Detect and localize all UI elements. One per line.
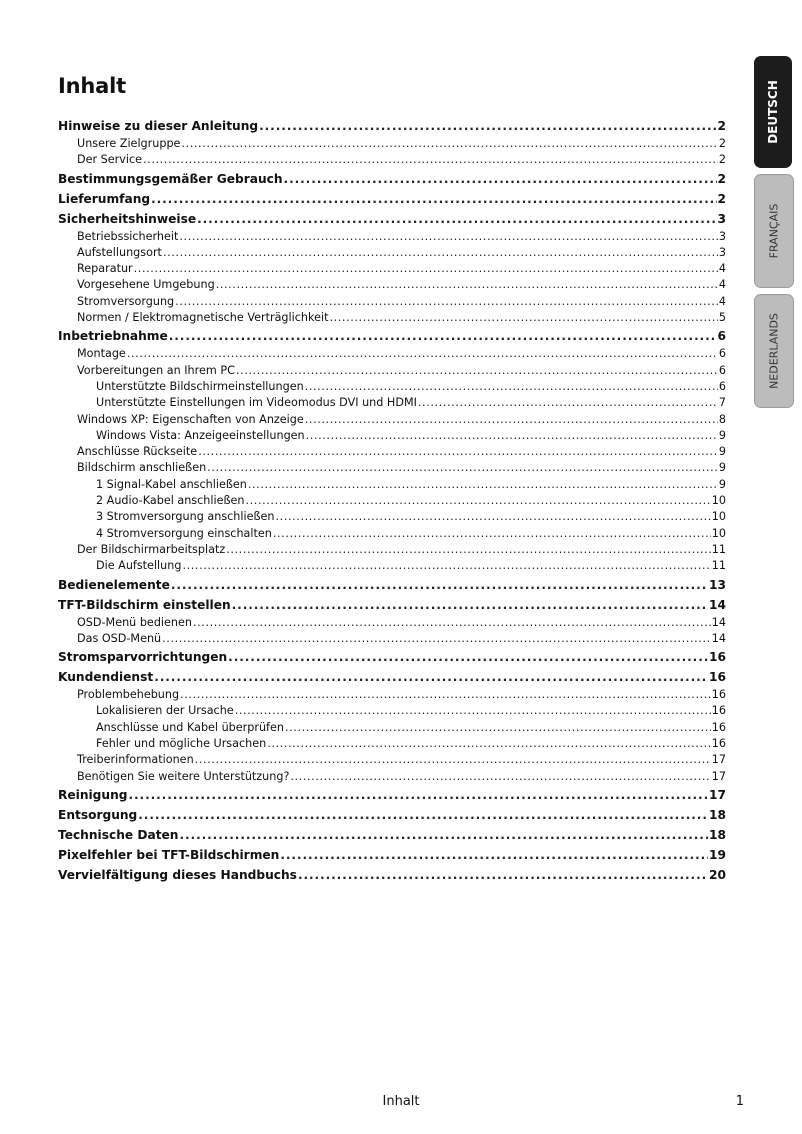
toc-entry[interactable] [58,493,726,509]
toc-entry[interactable] [58,736,726,752]
toc-entry-page: 13 [709,577,726,592]
toc-entry-page: 10 [711,494,726,508]
toc-entry-page: 9 [718,445,726,459]
toc-entry-page: 16 [709,670,726,685]
toc-entry-page: 14 [709,597,726,612]
toc-entry-title: Hinweise zu dieser Anleitung [58,119,259,133]
toc-dot-leader [134,261,718,277]
toc-entry-page: 8 [718,412,726,426]
toc-dot-leader [305,379,718,395]
toc-entry[interactable] [58,428,726,444]
toc-entry-page: 9 [718,461,726,475]
toc-entry[interactable] [58,346,726,362]
toc-entry-title: 1 Signal-Kabel anschließen [96,477,247,491]
table-of-contents [58,116,726,885]
toc-entry[interactable] [58,245,726,261]
toc-dot-leader [143,152,718,168]
toc-dot-leader [175,294,718,310]
toc-dot-leader [285,720,711,736]
language-tab-label: DEUTSCH [766,80,780,144]
toc-entry-title: Problembehebung [77,688,180,702]
language-tab-label: NEDERLANDS [767,313,781,389]
toc-dot-leader [182,558,710,574]
toc-entry-title: Unterstützte Einstellungen im Videomodus DVI und HDMI [96,396,417,410]
toc-entry-title: Reparatur [77,262,133,276]
toc-entry-page: 9 [718,428,726,442]
toc-dot-leader [181,136,717,152]
toc-dot-leader [198,444,718,460]
toc-dot-leader [179,229,717,245]
toc-entry[interactable] [58,826,726,845]
toc-entry[interactable] [58,379,726,395]
toc-dot-leader [207,460,718,476]
toc-entry-page: 20 [709,867,726,882]
language-tab-label: FRANÇAIS [767,203,781,259]
toc-entry-page: 7 [718,396,726,410]
toc-entry-title: Bedienelemente [58,577,170,592]
toc-entry[interactable] [58,310,726,326]
toc-entry-title: Stromsparvorrichtungen [58,650,228,665]
toc-entry[interactable] [58,596,726,615]
toc-dot-leader [228,648,708,667]
toc-entry-page: 4 [718,294,726,308]
toc-entry[interactable] [58,526,726,542]
toc-entry-title: Anschlüsse Rückseite [77,445,198,459]
toc-entry[interactable] [58,170,726,189]
toc-entry-title: Stromversorgung [77,294,175,308]
toc-dot-leader [216,277,718,293]
toc-entry-page: 18 [709,807,726,822]
toc-entry-page: 6 [717,329,726,344]
toc-entry[interactable] [58,395,726,411]
toc-entry-page: 16 [709,650,726,665]
toc-entry[interactable] [58,752,726,768]
toc-entry-page: 2 [717,191,726,206]
toc-entry[interactable] [58,687,726,703]
toc-entry-page: 3 [718,229,726,243]
toc-entry[interactable] [58,668,726,687]
toc-entry[interactable] [58,327,726,346]
toc-dot-leader [197,210,716,229]
toc-entry-page: 5 [718,311,726,325]
toc-entry[interactable] [58,460,726,476]
toc-dot-leader [305,412,718,428]
toc-entry-page: 4 [718,278,726,292]
toc-dot-leader [248,477,718,493]
toc-entry-title: Der Service [77,153,143,167]
toc-dot-leader [226,542,711,558]
toc-dot-leader [236,363,718,379]
toc-entry-title: Bildschirm anschließen [77,461,207,475]
toc-entry-page: 10 [711,510,726,524]
toc-entry-page: 3 [718,245,726,259]
toc-entry-title: Unterstützte Bildschirmeinstellungen [96,379,304,393]
toc-dot-leader [418,395,718,411]
toc-entry-title: OSD-Menü bedienen [77,615,192,629]
toc-entry-page: 17 [711,753,726,767]
toc-entry-title: Reinigung [58,787,128,802]
toc-entry-title: Normen / Elektromagnetische Verträglichkeit [77,311,329,325]
toc-dot-leader [169,327,717,346]
toc-entry-page: 11 [711,542,726,556]
toc-entry-page: 11 [711,559,726,573]
toc-entry[interactable] [58,866,726,885]
toc-entry-page: 2 [718,137,726,150]
toc-entry-title: Vorbereitungen an Ihrem PC [77,363,235,377]
toc-entry-title: Fehler und mögliche Ursachen [96,737,267,751]
toc-entry[interactable] [58,806,726,825]
toc-entry[interactable] [58,509,726,525]
toc-entry-title: Lokalisieren der Ursache [96,704,234,718]
toc-entry-page: 2 [717,119,726,133]
toc-entry-title: Pixelfehler bei TFT-Bildschirmen [58,847,280,862]
toc-dot-leader [193,615,711,631]
toc-entry-title: 2 Audio-Kabel anschließen [96,494,245,508]
toc-dot-leader [154,668,708,687]
toc-entry[interactable] [58,444,726,460]
toc-entry-title: Die Aufstellung [96,559,182,573]
toc-entry-page: 9 [718,477,726,491]
toc-entry-title: Montage [77,347,126,361]
toc-entry[interactable] [58,412,726,428]
toc-entry[interactable] [58,277,726,293]
toc-entry-page: 3 [717,211,726,226]
toc-entry-title: Vorgesehene Umgebung [77,278,215,292]
toc-entry[interactable] [58,846,726,865]
toc-entry-title: Bestimmungsgemäßer Gebrauch [58,171,283,186]
toc-entry[interactable] [58,615,726,631]
toc-entry[interactable] [58,769,726,785]
toc-dot-leader [267,736,711,752]
toc-entry-page: 10 [711,526,726,540]
toc-dot-leader [180,687,711,703]
page-title: Inhalt [58,74,126,98]
toc-entry-title: Technische Daten [58,827,179,842]
toc-entry-page: 6 [718,363,726,377]
toc-entry[interactable] [58,363,726,379]
toc-dot-leader [171,576,708,595]
toc-entry-page: 17 [709,787,726,802]
toc-entry[interactable] [58,720,726,736]
toc-entry-page: 19 [709,847,726,862]
toc-entry-page: 4 [718,262,726,276]
toc-dot-leader [138,806,708,825]
toc-dot-leader [276,509,711,525]
toc-entry-title: Inbetriebnahme [58,329,168,344]
toc-dot-leader [284,170,717,189]
toc-entry-page: 16 [711,688,726,702]
toc-entry-title: Lieferumfang [58,191,151,206]
toc-entry-title: TFT-Bildschirm einstellen [58,597,231,612]
toc-dot-leader [127,346,718,362]
toc-dot-leader [280,846,708,865]
language-tabs [754,56,794,414]
toc-entry[interactable] [58,152,726,168]
toc-entry[interactable] [58,703,726,719]
toc-entry[interactable] [58,477,726,493]
toc-dot-leader [151,190,716,209]
toc-dot-leader [232,596,708,615]
language-tab-deutsch[interactable] [754,56,792,168]
toc-entry-title: 3 Stromversorgung anschließen [96,510,275,524]
toc-entry-title: Betriebssicherheit [77,229,179,243]
toc-dot-leader [290,769,710,785]
toc-entry[interactable] [58,117,726,136]
toc-entry[interactable] [58,294,726,310]
toc-entry[interactable] [58,261,726,277]
toc-entry-page: 2 [718,153,726,167]
toc-entry[interactable] [58,576,726,595]
toc-entry-page: 14 [711,631,726,645]
toc-entry[interactable] [58,136,726,152]
toc-entry[interactable] [58,631,726,647]
toc-entry[interactable] [58,190,726,209]
toc-dot-leader [195,752,711,768]
toc-dot-leader [180,826,709,845]
toc-entry-page: 14 [711,615,726,629]
toc-dot-leader [163,245,718,261]
toc-entry-title: Sicherheitshinweise [58,211,197,226]
toc-entry[interactable] [58,786,726,805]
toc-dot-leader [329,310,717,326]
toc-dot-leader [259,117,716,136]
toc-dot-leader [273,526,711,542]
toc-entry-page: 16 [711,720,726,734]
toc-entry[interactable] [58,648,726,667]
toc-entry[interactable] [58,558,726,574]
toc-entry-page: 2 [717,171,726,186]
toc-entry-title: Entsorgung [58,807,138,822]
toc-entry-title: Kundendienst [58,670,154,685]
toc-entry[interactable] [58,210,726,229]
toc-entry-title: Aufstellungsort [77,245,162,259]
toc-entry-title: Benötigen Sie weitere Unterstützung? [77,769,290,783]
toc-entry-page: 16 [711,704,726,718]
toc-entry-page: 6 [718,347,726,361]
toc-entry-title: Vervielfältigung dieses Handbuchs [58,867,297,882]
toc-entry-title: Treiberinformationen [77,753,194,767]
toc-entry-page: 17 [711,769,726,783]
toc-entry-title: Das OSD-Menü [77,631,162,645]
toc-entry-page: 18 [709,827,726,842]
toc-entry-title: Windows XP: Eigenschaften von Anzeige [77,412,304,426]
toc-entry-title: Der Bildschirmarbeitsplatz [77,542,226,556]
toc-entry-title: Unsere Zielgruppe [77,137,181,150]
toc-entry[interactable] [58,542,726,558]
toc-entry-page: 6 [718,379,726,393]
footer-page-number: 1 [735,1094,744,1109]
toc-entry-title: Windows Vista: Anzeigeeinstellungen [96,428,305,442]
language-tab-nederlands[interactable] [754,294,794,408]
footer-section-label: Inhalt [382,1094,420,1109]
toc-entry-page: 16 [711,737,726,751]
toc-dot-leader [128,786,708,805]
toc-dot-leader [162,631,711,647]
toc-entry-title: Anschlüsse und Kabel überprüfen [96,720,284,734]
toc-dot-leader [298,866,708,885]
toc-dot-leader [235,703,711,719]
toc-entry[interactable] [58,229,726,245]
toc-dot-leader [246,493,711,509]
toc-dot-leader [306,428,718,444]
language-tab-franais[interactable] [754,174,794,288]
toc-entry-title: 4 Stromversorgung einschalten [96,526,272,540]
